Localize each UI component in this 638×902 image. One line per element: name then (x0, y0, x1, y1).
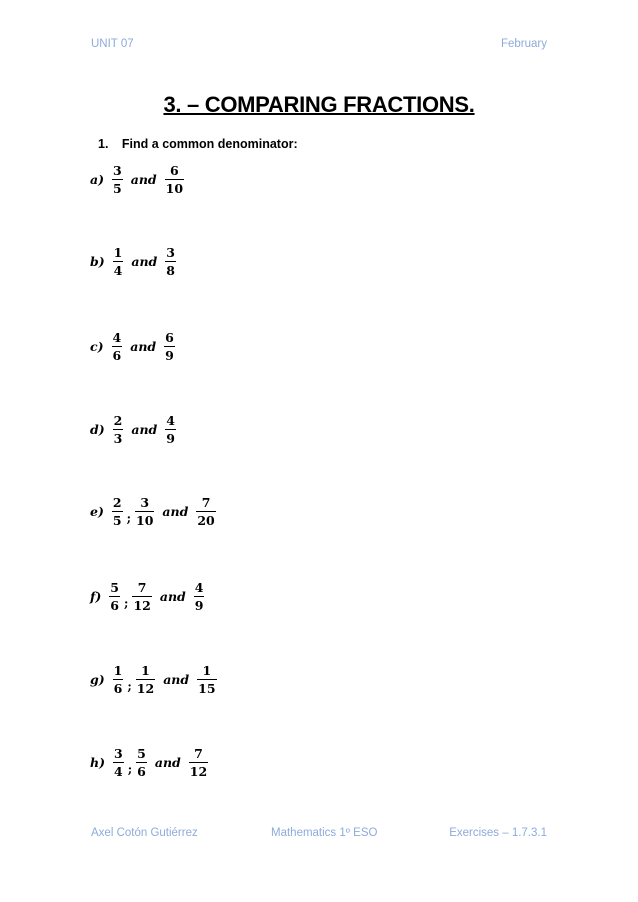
fraction-denominator: 5 (113, 181, 122, 197)
fraction-separator: ; (126, 510, 132, 525)
fraction (113, 413, 124, 446)
exercise-item (90, 580, 206, 613)
fraction (165, 163, 184, 196)
fraction-numerator: 1 (141, 663, 150, 678)
fraction-bar (194, 596, 205, 597)
fraction-denominator: 6 (112, 348, 122, 364)
fraction-bar (136, 679, 155, 680)
fraction-bar (165, 179, 184, 180)
exercise-letter: b) (90, 254, 105, 270)
and-word: and (131, 422, 158, 438)
fraction (135, 495, 154, 528)
exercise-item (90, 495, 218, 528)
exercise-letter: h) (90, 755, 106, 771)
fraction-denominator: 9 (166, 431, 175, 447)
fraction-denominator: 10 (136, 513, 154, 529)
fraction (197, 663, 216, 696)
fraction-numerator: 6 (170, 163, 179, 178)
fraction-numerator: 3 (166, 245, 175, 260)
exercise-letter: a) (90, 172, 105, 188)
fraction (109, 580, 120, 613)
fraction-denominator: 3 (113, 431, 123, 447)
fraction (136, 746, 147, 779)
fraction-numerator: 1 (202, 663, 212, 678)
instruction (98, 137, 298, 151)
fraction (113, 746, 124, 779)
exercise-letter: d) (90, 422, 105, 438)
fraction-denominator: 6 (113, 681, 123, 697)
fraction (112, 495, 123, 528)
exercise-item (90, 663, 219, 696)
fraction-bar (132, 596, 151, 597)
fraction-denominator: 9 (194, 598, 204, 614)
fraction-denominator: 12 (133, 598, 151, 614)
fraction-denominator: 12 (189, 764, 208, 780)
fraction-denominator: 6 (110, 598, 119, 614)
exercise-letter: c) (90, 339, 104, 355)
fraction-separator: ; (124, 595, 129, 610)
exercise-letter: g) (90, 672, 105, 688)
header-month: February (500, 38, 547, 50)
fraction (113, 245, 124, 278)
fraction-numerator: 5 (110, 580, 119, 595)
fraction-numerator: 4 (166, 413, 175, 428)
fraction-numerator: 6 (165, 330, 174, 345)
fraction (165, 245, 176, 278)
fraction-bar (197, 679, 216, 680)
fraction-bar (113, 762, 124, 763)
and-word: and (130, 339, 157, 355)
fraction-bar (165, 261, 176, 262)
fraction-numerator: 7 (201, 495, 211, 510)
fraction-numerator: 3 (114, 746, 123, 761)
fraction-denominator: 9 (165, 348, 174, 364)
exercise-item (90, 413, 178, 446)
exercise-item (90, 245, 178, 278)
fraction-bar (165, 429, 176, 430)
fraction-numerator: 7 (194, 746, 203, 761)
and-word: and (163, 672, 190, 688)
footer-exercise-code: Exercises – 1.7.3.1 (449, 827, 547, 839)
exercise-item (90, 330, 177, 363)
page-title: 3. – COMPARING FRACTIONS. (163, 92, 475, 117)
fraction-denominator: 10 (165, 181, 184, 197)
fraction-denominator: 6 (137, 764, 146, 780)
fraction (136, 663, 155, 696)
and-word: and (159, 589, 186, 605)
fraction-denominator: 15 (198, 681, 216, 697)
fraction (113, 663, 124, 696)
fraction-denominator: 20 (197, 513, 215, 529)
fraction-bar (136, 762, 147, 763)
exercise-letter: f) (90, 589, 102, 605)
fraction-bar (113, 679, 124, 680)
fraction-bar (112, 346, 123, 347)
fraction-bar (164, 346, 175, 347)
exercise-item (90, 746, 210, 779)
footer-subject: Mathematics 1º ESO (271, 827, 378, 839)
fraction-numerator: 4 (194, 580, 204, 595)
fraction-denominator: 8 (166, 263, 175, 279)
fraction (196, 495, 215, 528)
fraction (189, 746, 208, 779)
fraction (112, 163, 123, 196)
fraction-numerator: 5 (137, 746, 146, 761)
fraction (112, 330, 123, 363)
fraction-bar (112, 179, 123, 180)
fraction-bar (196, 511, 215, 512)
fraction-bar (113, 429, 124, 430)
fraction-bar (135, 511, 154, 512)
header-unit: UNIT 07 (91, 38, 134, 50)
fraction-bar (113, 261, 124, 262)
fraction-separator: ; (127, 678, 132, 693)
fraction-denominator: 4 (114, 764, 123, 780)
fraction-numerator: 3 (140, 495, 150, 510)
fraction-denominator: 4 (113, 263, 123, 279)
fraction-denominator: 12 (136, 681, 155, 697)
fraction-separator: ; (127, 761, 133, 776)
footer-author: Axel Cotón Gutiérrez (91, 827, 198, 839)
fraction-numerator: 2 (113, 413, 123, 428)
exercise-item (90, 163, 186, 196)
and-word: and (131, 254, 158, 270)
exercise-letter: e) (90, 504, 104, 520)
fraction-numerator: 3 (113, 163, 122, 178)
fraction-bar (189, 762, 208, 763)
fraction-denominator: 5 (112, 513, 122, 529)
fraction-numerator: 1 (113, 245, 123, 260)
fraction-numerator: 2 (112, 495, 122, 510)
fraction-numerator: 4 (112, 330, 122, 345)
fraction-bar (112, 511, 123, 512)
fraction (132, 580, 151, 613)
and-word: and (130, 172, 157, 188)
and-word: and (162, 504, 189, 520)
instruction-number: 1. (98, 137, 109, 151)
and-word: and (154, 755, 181, 771)
fraction (164, 330, 175, 363)
fraction-numerator: 1 (113, 663, 123, 678)
fraction (165, 413, 176, 446)
instruction-text: Find a common denominator: (121, 137, 298, 151)
fraction (194, 580, 205, 613)
fraction-numerator: 7 (137, 580, 147, 595)
fraction-bar (109, 596, 120, 597)
